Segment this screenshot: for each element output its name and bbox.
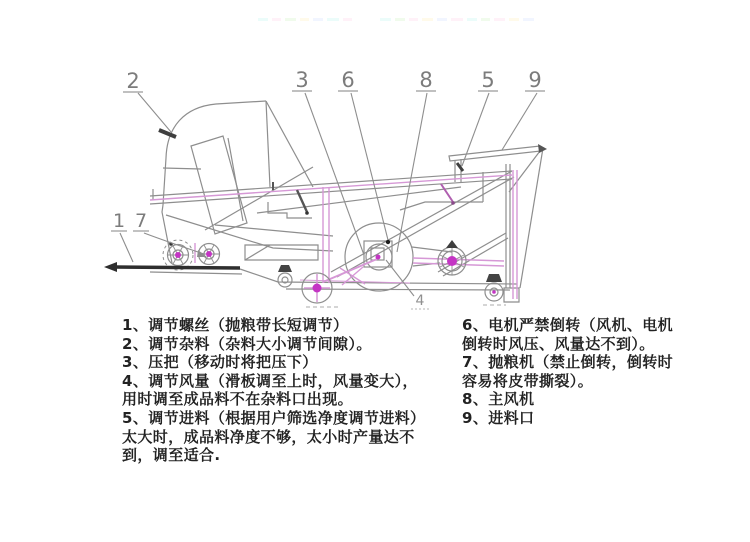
annotation-line: 2、调节杂料（杂料大小调节间隙）。 [122,334,372,353]
callout-label-7: 7 [134,210,148,232]
leader-3 [305,93,364,255]
discharge-belt-line [114,267,240,268]
pink-details [150,170,517,299]
annotation-line: 太大时，成品料净度不够，太小时产量达不 [122,427,415,446]
mid-caster-wheel [278,265,292,287]
watermark-artifacts [258,18,534,21]
annotation-line: 7、抛粮机（禁止倒转，倒转时 [462,353,674,372]
callout-label-6: 6 [341,68,355,92]
leader-5 [462,93,489,166]
annotation-line: 6、电机严禁倒转（风机、电机 [462,316,674,334]
annotation-line: 5、调节进料（根据用户筛选净度调节进料） [122,408,426,427]
center-wheel [302,273,332,303]
motor-point-dot [386,240,390,244]
leader-4 [386,260,414,296]
leader-6 [351,93,388,240]
leader-9 [502,93,537,150]
annotation-line: 4、调节风量（滑板调至上时，风量变大）， [122,371,418,390]
fan-hub-dot [376,255,381,260]
annotation-line: 到，调至适合. [122,446,221,465]
callout-label-1: 1 [112,210,126,232]
annotation-line: 容易将皮带撕裂）。 [462,371,594,390]
feed-hopper [449,146,541,161]
annotation-line: 9、进料口 [462,408,535,427]
leader-2 [138,93,171,132]
hood-inner-panel [191,136,247,234]
annotation-column-right [462,316,747,428]
annotation-column-left [122,316,462,465]
adjust-screw-mark [159,130,176,137]
annotation-line: 3、压把（移动时将把压下） [122,353,318,372]
annotation-line: 8、主风机 [462,390,535,409]
annotation-line: 1、调节螺丝（抛粮带长短调节） [122,316,349,334]
annotation-line: 倒转时风压、风量达不到）。 [462,334,655,353]
thrower-pulley-left [163,240,193,270]
discharge-arrow [104,262,117,272]
callout-label-8: 8 [419,68,433,92]
callout-label-4: 4 [415,293,425,309]
sieve-deck [150,171,512,196]
annotation-line: 用时调至成品料不在杂料口出现。 [122,390,354,409]
right-caster-wheel [485,274,503,301]
callout-label-5: 5 [481,68,495,92]
leader-1 [120,233,133,262]
callout-label-2: 2 [126,69,140,93]
callout-label-3: 3 [295,68,309,92]
callout-label-9: 9 [528,68,542,92]
